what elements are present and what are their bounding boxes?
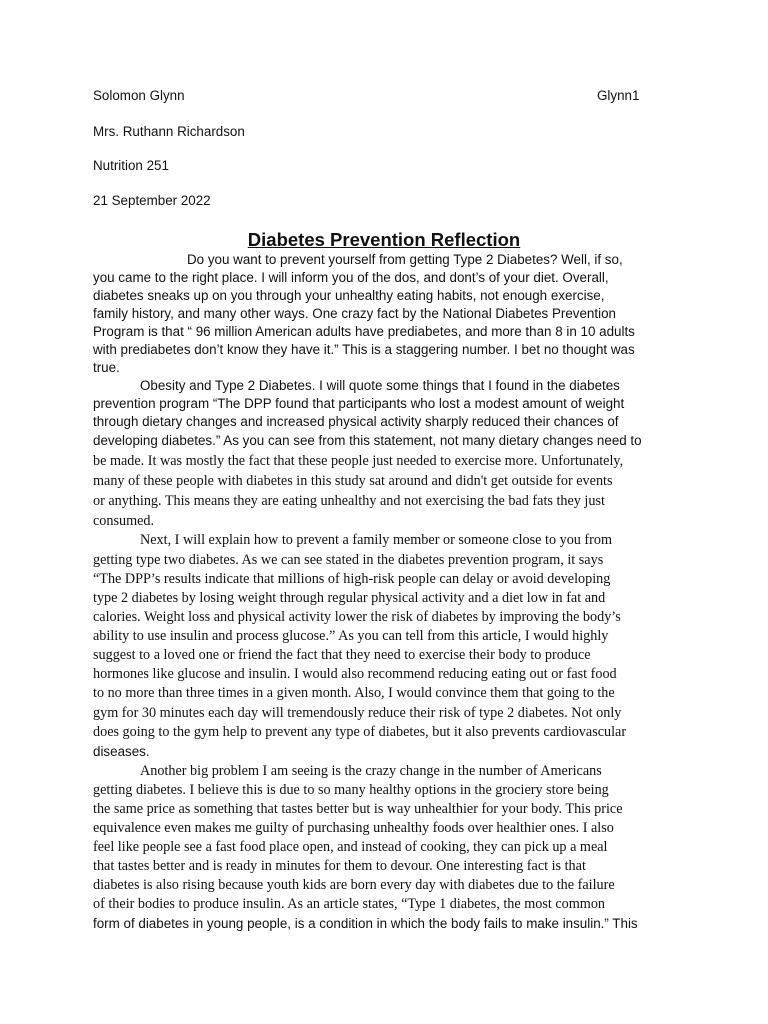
- page-number: Glynn1: [597, 88, 640, 103]
- body-line: the same price as something that tastes better but is way unhealthier for your body. This price: [93, 801, 623, 817]
- body-line: suggest to a loved one or friend the fact that they need to exercise their body to produce: [93, 647, 591, 663]
- body-line: feel like people see a fast food place open, and instead of cooking, they can pick up a meal: [93, 839, 608, 855]
- body-line: many of these people with diabetes in this study sat around and didn't get outside for events: [93, 473, 613, 489]
- body-line: equivalence even makes me guilty of purchasing unhealthy foods over healthier ones. I also: [93, 820, 614, 836]
- body-line: be made. It was mostly the fact that these people just needed to exercise more. Unfortunately,: [93, 453, 624, 469]
- body-line: Obesity and Type 2 Diabetes. I will quote some things that I found in the diabetes: [140, 378, 620, 393]
- course-name: Nutrition 251: [93, 158, 169, 173]
- body-line: or anything. This means they are eating unhealthy and not exercising the bad fats they just: [93, 493, 605, 509]
- body-line: Next, I will explain how to prevent a family member or someone close to you from: [140, 532, 613, 548]
- body-line: diabetes sneaks up on you through your unhealthy eating habits, not enough exercise,: [93, 288, 605, 303]
- body-line: does going to the gym help to prevent any type of diabetes, but it also prevents cardiovascular: [93, 724, 627, 740]
- body-line: getting diabetes. I believe this is due to so many healthy options in the grociery store being: [93, 782, 609, 798]
- body-line: hormones like glucose and insulin. I would also recommend reducing eating out or fast food: [93, 666, 617, 682]
- body-line: true.: [93, 360, 120, 375]
- body-line: of their bodies to produce insulin. As an article states, “Type 1 diabetes, the most common: [93, 896, 606, 912]
- body-line: to no more than three times in a given month. Also, I would convince them that going to the: [93, 685, 615, 701]
- body-line: Another big problem I am seeing is the crazy change in the number of Americans: [140, 763, 602, 779]
- body-line: family history, and many other ways. One crazy fact by the National Diabetes Prevention: [93, 306, 616, 321]
- document-date: 21 September 2022: [93, 193, 211, 208]
- body-line: prevention program “The DPP found that participants who lost a modest amount of weight: [93, 396, 625, 411]
- body-line: developing diabetes.” As you can see from this statement, not many dietary changes need to: [93, 433, 642, 448]
- body-line: diseases.: [93, 744, 150, 759]
- body-line: consumed.: [93, 513, 155, 529]
- body-line: getting type two diabetes. As we can see stated in the diabetes prevention program, it says: [93, 552, 604, 568]
- body-line: form of diabetes in young people, is a condition in which the body fails to make insulin.” This: [93, 916, 638, 931]
- author-name: Solomon Glynn: [93, 88, 185, 103]
- body-line: type 2 diabetes by losing weight through regular physical activity and a diet low in fat and: [93, 590, 606, 606]
- body-line: diabetes is also rising because youth kids are born every day with diabetes due to the failure: [93, 877, 615, 893]
- body-line: ability to use insulin and process glucose.” As you can tell from this article, I would highly: [93, 628, 609, 644]
- body-line: Do you want to prevent yourself from getting Type 2 Diabetes? Well, if so,: [187, 252, 623, 267]
- document-title: Diabetes Prevention Reflection: [247, 229, 521, 250]
- teacher-name: Mrs. Ruthann Richardson: [93, 124, 245, 139]
- body-line: with prediabetes don’t know they have it.” This is a staggering number. I bet no thought was: [93, 342, 635, 357]
- body-line: Program is that “ 96 million American adults have prediabetes, and more than 8 in 10 adults: [93, 324, 635, 339]
- body-line: “The DPP’s results indicate that millions of high-risk people can delay or avoid developing: [93, 571, 611, 587]
- body-line: that tastes better and is ready in minutes for them to devour. One interesting fact is that: [93, 858, 586, 874]
- body-line: calories. Weight loss and physical activity lower the risk of diabetes by improving the body’s: [93, 609, 621, 625]
- body-line: you came to the right place. I will inform you of the dos, and dont’s of your diet. Overall,: [93, 270, 609, 285]
- body-line: through dietary changes and increased physical activity sharply reduced their chances of: [93, 414, 619, 429]
- body-line: gym for 30 minutes each day will tremendously reduce their risk of type 2 diabetes. Not only: [93, 705, 622, 721]
